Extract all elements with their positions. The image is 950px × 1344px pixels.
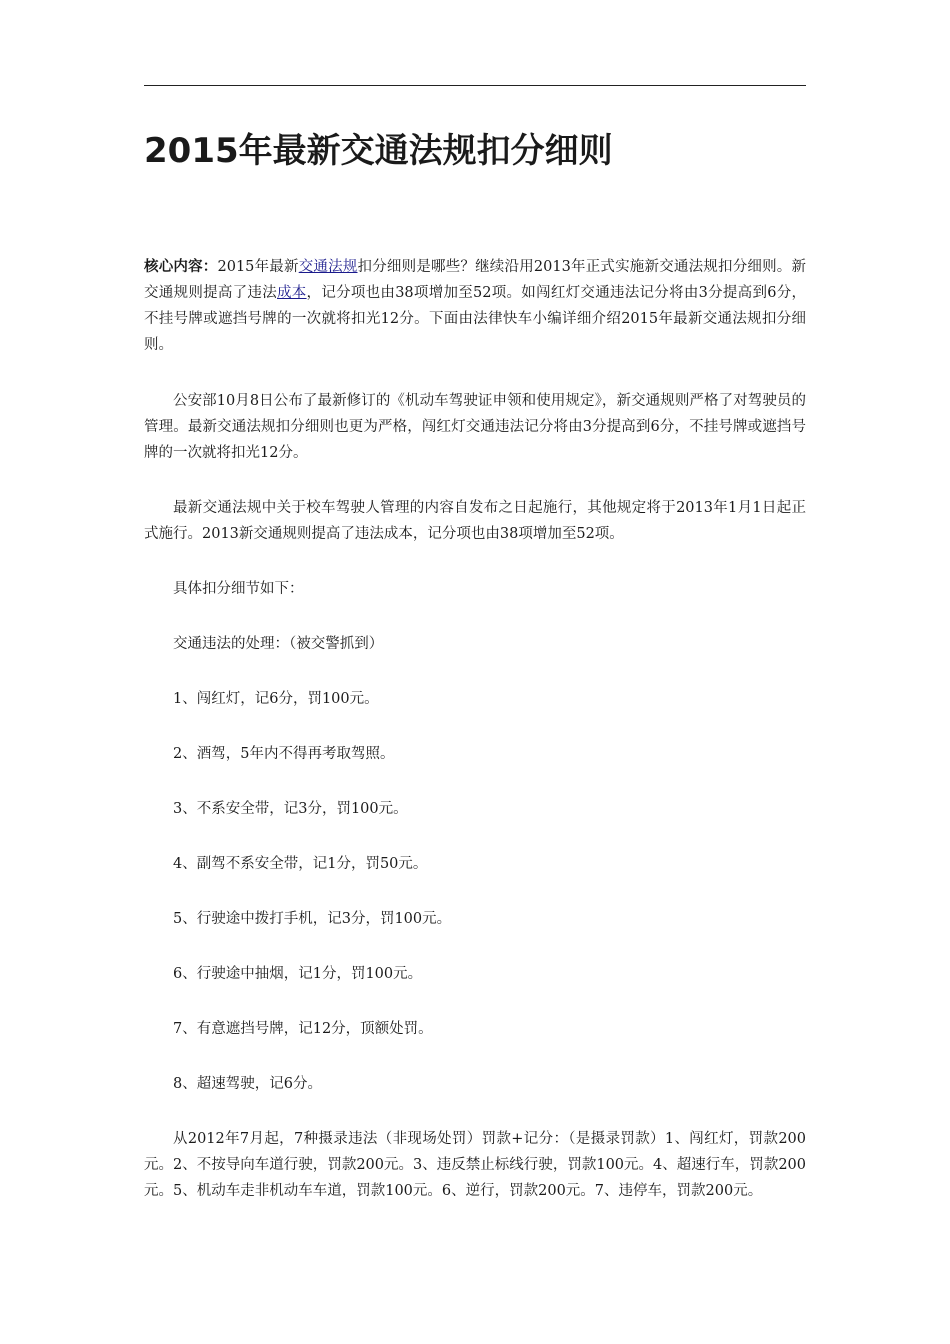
- intro-text-2: 扣分细则是哪些？继续沿用2013年正式实施新交通法规扣分细则。新交通规则提高了违法: [144, 259, 807, 301]
- top-divider: [144, 85, 806, 86]
- intro-text-1: 2015年最新: [217, 259, 299, 275]
- list-item: 7、有意遮挡号牌，记12分，顶额处罚。: [173, 1021, 433, 1037]
- intro-label: 核心内容：: [144, 259, 218, 275]
- paragraph-announcement: 公安部10月8日公布了最新修订的《机动车驾驶证申领和使用规定》，新交通规则严格了对驾驶员的管理。最新交通法规扣分细则也更为严格，闯红灯交通违法记分将由3分提高到6分，不挂号牌或遮挡号牌的一次就将扣光12分。: [144, 393, 806, 461]
- article-body: [144, 254, 806, 1233]
- traffic-law-link[interactable]: 交通法规: [298, 259, 358, 275]
- list-item: 8、超速驾驶，记6分。: [173, 1076, 322, 1092]
- paragraph-details-heading: 具体扣分细节如下：: [173, 581, 304, 597]
- intro-text-3: ，记分项也由38项增加至52项。如闯红灯交通违法记分将由3分提高到6分，不挂号牌或遮挡号牌的一次就将扣光12分。下面由法律快车小编详细介绍2015年最新交通法规扣分细则。: [144, 285, 807, 353]
- paragraph-effective-date: 最新交通法规中关于校车驾驶人管理的内容自发布之日起施行，其他规定将于2013年1月1日起正式施行。2013新交通规则提高了违法成本，记分项也由38项增加至52项。: [144, 500, 806, 542]
- list-item: 3、不系安全带，记3分，罚100元。: [173, 801, 408, 817]
- page-title: 2015年最新交通法规扣分细则: [144, 131, 613, 171]
- list-item: 1、闯红灯，记6分，罚100元。: [173, 691, 379, 707]
- paragraph-camera-fines: 从2012年7月起，7种摄录违法（非现场处罚）罚款+记分：（是摄录罚款）1、闯红灯，罚款200元。2、不按导向车道行驶，罚款200元。3、违反禁止标线行驶，罚款100元。4、超速行车，罚款200元。5、机动车走非机动车车道，罚款100元。6、逆行，罚款200元。7、违停车，罚款200元。: [144, 1131, 806, 1199]
- cost-link[interactable]: 成本: [276, 285, 307, 301]
- list-item: 2、酒驾，5年内不得再考取驾照。: [173, 746, 395, 762]
- paragraph-violation-handling: 交通违法的处理：（被交警抓到）: [173, 636, 384, 652]
- list-item: 6、行驶途中抽烟，记1分，罚100元。: [173, 966, 423, 982]
- intro-paragraph: [144, 254, 806, 358]
- list-item: 4、副驾不系安全带，记1分，罚50元。: [173, 856, 428, 872]
- list-item: 5、行驶途中拨打手机，记3分，罚100元。: [173, 911, 452, 927]
